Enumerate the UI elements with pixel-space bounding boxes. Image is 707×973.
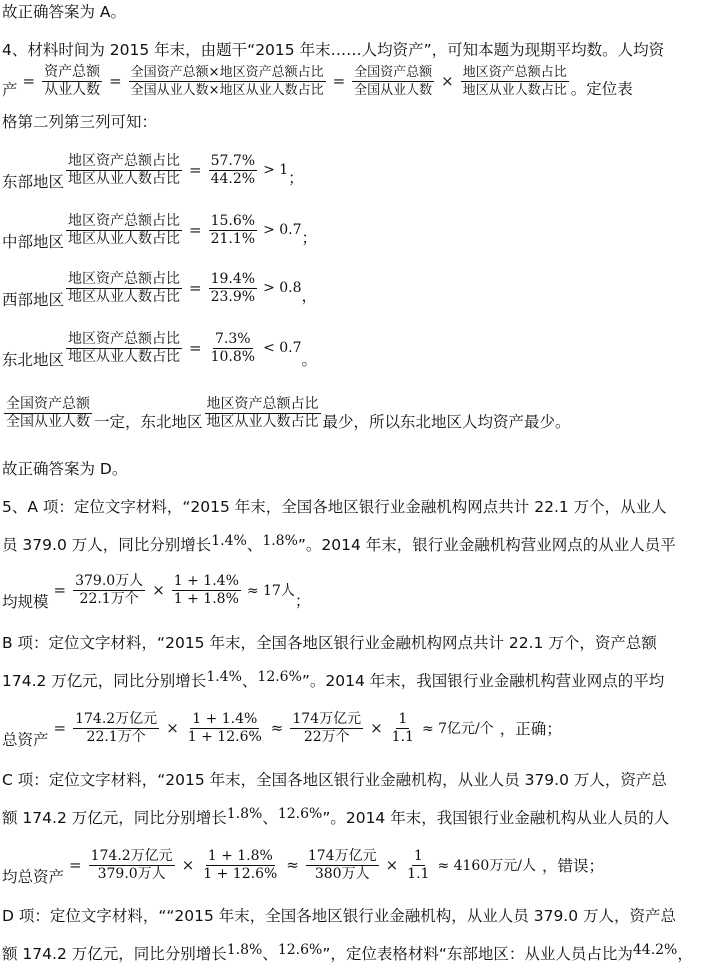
frac-region-ratio: $\frac{\text{地区资产总额占比}}{\text{地区从业人数占比}}$ xyxy=(206,395,319,430)
q5-a-line2: 员 379.0 万人，同比分别增长1.4%、1.8%”。2014 年末，银行业金融机构营业网点的从业人员平 xyxy=(2,533,676,554)
region-name: 中部地区 xyxy=(2,233,65,251)
formula-result: ≈ 17人 xyxy=(246,583,295,599)
q5-c-formula: 均总资产 = $\frac{\text{174.2万亿元}}{\text{379.0万人}}$ × $\frac{1 + 1.8\%}{1 + 12.6\%}$ ≈ $\frac{\text{174万亿元}}{\text{380万人}}$ × $\frac{1}{1.1}$ ≈ 4160万元/人 ，错误； xyxy=(2,847,604,886)
region-end: ， xyxy=(301,287,318,305)
frac-national: $\frac{\text{全国资产总额}}{\text{全国从业人数}}$ xyxy=(6,395,90,430)
q4-answer: 故正确答案为 D。 xyxy=(2,460,128,478)
q4-formula-lead: 产 xyxy=(2,81,18,99)
region-compare: > 1 xyxy=(263,162,289,178)
frac-b4: $\frac{1}{1.1}$ xyxy=(391,710,414,745)
frac-region-ratio: $\frac{\text{地区资产总额占比}}{\text{地区从业人数占比}}$ xyxy=(68,270,181,305)
q4-formula-tail: 。定位表 xyxy=(570,80,633,98)
region-end: ； xyxy=(288,169,304,187)
frac-region-ratio: $\frac{\text{地区资产总额占比}}{\text{地区从业人数占比}}$ xyxy=(68,152,181,187)
region-name: 东部地区 xyxy=(2,173,65,191)
answer-line-prev: 故正确答案为 A。 xyxy=(2,3,127,21)
region-name: 东北地区 xyxy=(2,351,65,369)
q5-a-line1: 5、A 项：定位文字材料，“2015 年末，全国各地区银行业金融机构网点共计 22.1 万个，从业人 xyxy=(2,498,667,516)
q5-b-line1: B 项：定位文字材料，“2015 年末，全国各地区银行业金融机构网点共计 22.1 万个，资产总额 xyxy=(2,634,657,652)
q5-d-line1: D 项：定位文字材料，““2015 年末，全国各地区银行业金融机构，从业人员 379.0 万人，资产总 xyxy=(2,907,677,925)
q4-conclusion xyxy=(2,394,571,432)
frac-national: $\frac{\text{全国资产总额}}{\text{全国从业人数}}$ xyxy=(354,64,433,98)
frac-region-ratio: $\frac{\text{地区资产总额占比}}{\text{地区从业人数占比}}$ xyxy=(68,212,181,247)
formula-lead: 均总资产 xyxy=(2,868,65,886)
formula-result: ≈ 7亿元/个 xyxy=(421,721,494,737)
conclusion-end: 最少，所以东北地区人均资产最少。 xyxy=(322,413,571,431)
q4-line3: 格第二列第三列可知： xyxy=(2,113,158,131)
region-row-east: 东部地区 $\frac{\text{地区资产总额占比}}{\text{地区从业人数占比}}$ = $\frac{57.7\%}{44.2\%}$ > 1 ； xyxy=(2,152,304,191)
formula-lead: 总资产 xyxy=(2,731,49,749)
region-row-west: 西部地区 $\frac{\text{地区资产总额占比}}{\text{地区从业人数占比}}$ = $\frac{19.4\%}{23.9\%}$ > 0.8 ， xyxy=(2,270,318,309)
frac-region-ratio: $\frac{\text{地区资产总额占比}}{\text{地区从业人数占比}}$ xyxy=(68,330,181,365)
frac-assets-per-person: $\frac{\text{资产总额}}{\text{从业人数}}$ xyxy=(44,63,101,98)
frac-a1: $\frac{\text{379.0万人}}{\text{22.1万个}}$ xyxy=(75,572,144,607)
q5-d-line2: 额 174.2 万亿元，同比分别增长1.8%、12.6%”，定位表格材料“东部地区：从业人员占比为44.2%， xyxy=(2,942,693,963)
q5-a-formula: 均规模 = $\frac{\text{379.0万人}}{\text{22.1万个}}$ × $\frac{1 + 1.4\%}{1 + 1.8\%}$ ≈ 17人 ； xyxy=(2,572,311,611)
q5-b-formula: 总资产 = $\frac{\text{174.2万亿元}}{\text{22.1万个}}$ × $\frac{1 + 1.4\%}{1 + 12.6\%}$ ≈ $\frac{\text{174万亿元}}{\text{22万个}}$ × $\frac{1}{1.1}$ ≈ 7亿元/个 ，正确； xyxy=(2,710,562,749)
conclusion-mid: 一定，东北地区 xyxy=(94,413,203,431)
region-end: ； xyxy=(301,229,318,247)
formula-result: ≈ 4160万元/人 xyxy=(437,858,536,874)
frac-region-values: $\frac{15.6\%}{21.1\%}$ xyxy=(210,212,256,247)
frac-c4: $\frac{1}{1.1}$ xyxy=(407,847,430,882)
q4-line1: 4、材料时间为 2015 年末，由题干“2015 年末……人均资产”，可知本题为现期平均数。人均资 xyxy=(2,41,665,59)
frac-region-share: $\frac{\text{地区资产总额占比}}{\text{地区从业人数占比}}$ xyxy=(462,64,567,98)
frac-b2: $\frac{1 + 1.4\%}{1 + 12.6\%}$ xyxy=(187,710,262,745)
frac-c2: $\frac{1 + 1.8\%}{1 + 12.6\%}$ xyxy=(203,847,278,882)
q5-c-line2: 额 174.2 万亿元，同比分别增长1.8%、12.6%”。2014 年末，我国银行业金融机构从业人员的人 xyxy=(2,806,670,827)
region-compare: < 0.7 xyxy=(263,340,302,356)
frac-region-values: $\frac{57.7\%}{44.2\%}$ xyxy=(210,152,256,187)
q5-b-line2: 174.2 万亿元，同比分别增长1.4%、12.6%”。2014 年末，我国银行业金融机构营业网点的平均 xyxy=(2,669,665,690)
q4-formula-row: 产 = $\frac{\text{资产总额}}{\text{从业人数}}$ = $\frac{\text{全国资产总额×地区资产总额占比}}{\text{全国从业人数×地区从业人数占比}}$ = $\frac{\text{全国资产总额}}{\text{全国从业人数}}$ × $\frac{\text{地区资产总额占比}}{\text{地区从业人数占比}}$ 。定位表 xyxy=(2,63,633,99)
frac-c3: $\frac{\text{174万亿元}}{\text{380万人}}$ xyxy=(307,847,377,882)
frac-b1: $\frac{\text{174.2万亿元}}{\text{22.1万个}}$ xyxy=(75,710,158,745)
region-compare: > 0.7 xyxy=(263,222,302,238)
region-name: 西部地区 xyxy=(2,291,65,309)
region-row-central: 中部地区 $\frac{\text{地区资产总额占比}}{\text{地区从业人数占比}}$ = $\frac{15.6\%}{21.1\%}$ > 0.7 ； xyxy=(2,212,318,251)
frac-region-values: $\frac{19.4\%}{23.9\%}$ xyxy=(210,270,256,305)
region-row-northeast: 东北地区 $\frac{\text{地区资产总额占比}}{\text{地区从业人数占比}}$ = $\frac{7.3\%}{10.8\%}$ < 0.7 。 xyxy=(2,330,318,369)
frac-c1: $\frac{\text{174.2万亿元}}{\text{379.0万人}}$ xyxy=(90,847,173,882)
frac-region-values: $\frac{7.3\%}{10.8\%}$ xyxy=(210,330,256,365)
frac-national-times-share: $\frac{\text{全国资产总额×地区资产总额占比}}{\text{全国从业人数×地区从业人数占比}}$ xyxy=(130,64,324,98)
region-compare: > 0.8 xyxy=(263,280,302,296)
frac-b3: $\frac{\text{174万亿元}}{\text{22万个}}$ xyxy=(292,710,362,745)
region-end: 。 xyxy=(301,351,318,369)
frac-a2: $\frac{1 + 1.4\%}{1 + 1.8\%}$ xyxy=(173,572,239,607)
q5-c-line1: C 项：定位文字材料，“2015 年末，全国各地区银行业金融机构，从业人员 379.0 万人，资产总 xyxy=(2,771,667,789)
formula-lead: 均规模 xyxy=(2,593,49,611)
